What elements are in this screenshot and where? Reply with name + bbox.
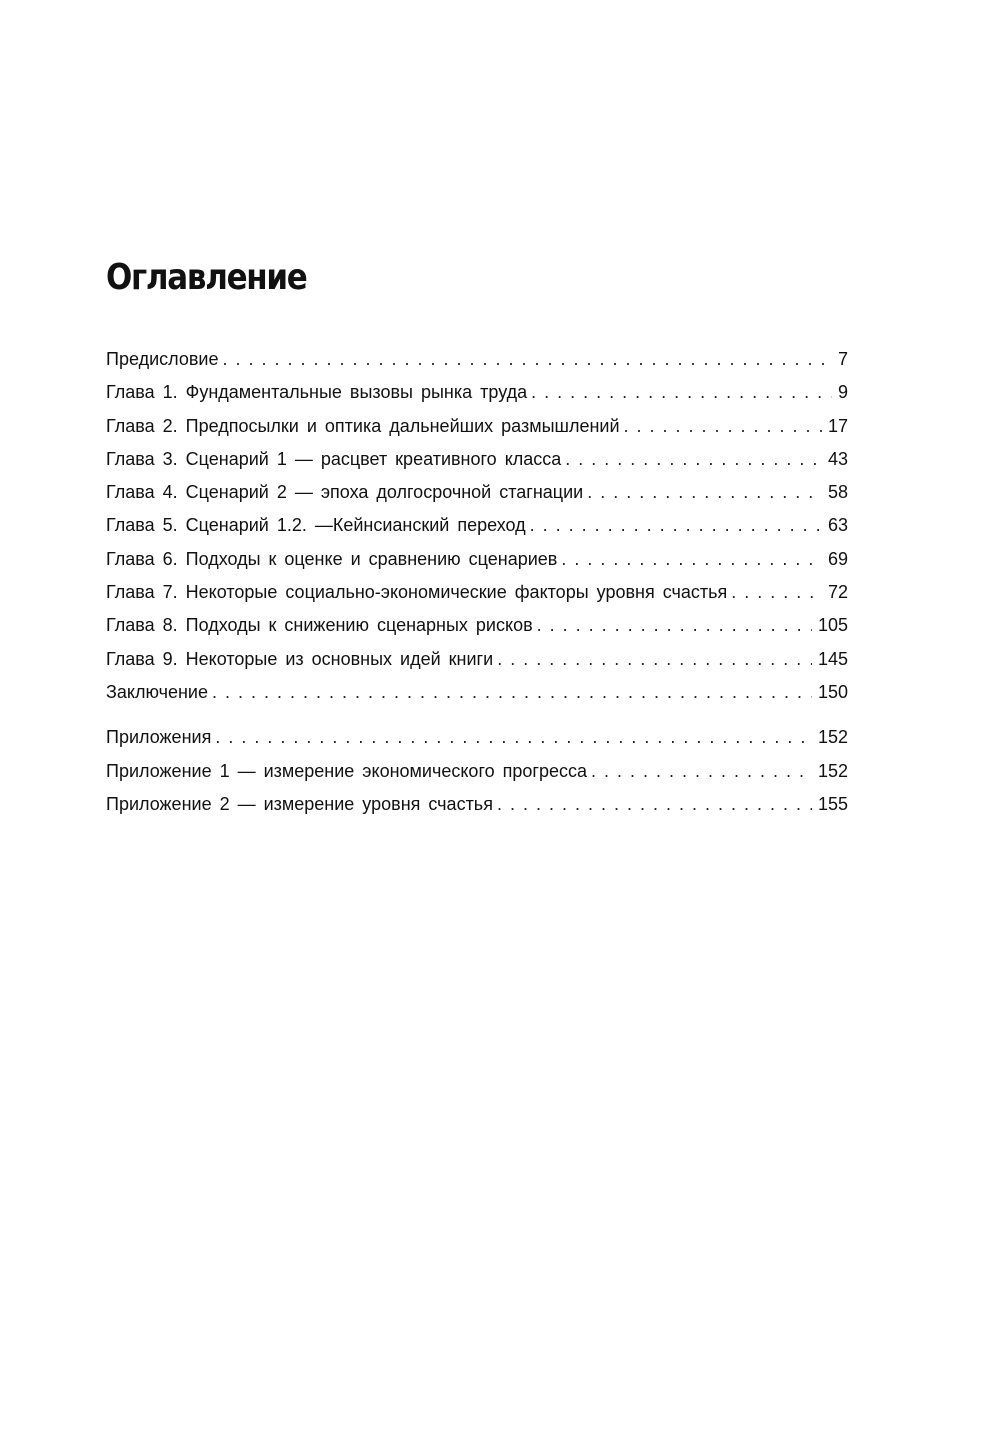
toc-entry-page: 7 bbox=[837, 349, 848, 369]
dot-leader bbox=[530, 509, 822, 542]
toc-entry-title: Приложение 1 — измерение экономического прогресса bbox=[106, 760, 587, 781]
dot-leader bbox=[587, 476, 822, 509]
page-title: Оглавление bbox=[106, 257, 307, 298]
toc-main-section bbox=[106, 343, 848, 709]
toc-entry-appendix-2[interactable] bbox=[106, 788, 848, 821]
dot-leader bbox=[561, 543, 822, 576]
dot-leader bbox=[222, 343, 832, 376]
toc-entry-title: Глава 1. Фундаментальные вызовы рынка труда bbox=[106, 382, 528, 403]
toc-entry-page: 152 bbox=[817, 727, 848, 748]
dot-leader bbox=[215, 721, 812, 754]
toc-entry-appendices[interactable] bbox=[106, 721, 848, 754]
toc-entry-title: Глава 9. Некоторые из основных идей книги bbox=[106, 648, 494, 669]
toc-appendix-section bbox=[106, 721, 848, 821]
toc-entry-appendix-1[interactable] bbox=[106, 755, 848, 788]
table-of-contents bbox=[106, 343, 848, 821]
toc-entry-title: Приложения bbox=[106, 727, 212, 748]
toc-entry-title: Предисловие bbox=[106, 349, 219, 369]
toc-entry-page: 152 bbox=[817, 760, 848, 781]
dot-leader bbox=[537, 609, 812, 642]
toc-entry-conclusion[interactable] bbox=[106, 676, 848, 709]
dot-leader bbox=[212, 676, 812, 709]
dot-leader bbox=[497, 643, 812, 676]
dot-leader bbox=[565, 443, 822, 476]
dot-leader bbox=[731, 576, 822, 609]
toc-entry-chapter-2[interactable] bbox=[106, 410, 848, 443]
toc-entry-chapter-9[interactable] bbox=[106, 643, 848, 676]
toc-entry-preface[interactable] bbox=[106, 343, 848, 376]
toc-entry-page: 9 bbox=[837, 382, 848, 403]
toc-entry-title: Заключение bbox=[106, 681, 208, 702]
toc-entry-title: Глава 5. Сценарий 1.2. —Кейнсианский переход bbox=[106, 515, 526, 536]
toc-entry-chapter-7[interactable] bbox=[106, 576, 848, 609]
toc-entry-page: 150 bbox=[817, 681, 848, 702]
toc-entry-title: Глава 3. Сценарий 1 — расцвет креативного класса bbox=[106, 448, 562, 469]
toc-entry-title: Глава 7. Некоторые социально-экономические факторы уровня счастья bbox=[106, 582, 728, 603]
dot-leader bbox=[531, 376, 832, 409]
toc-entry-chapter-1[interactable] bbox=[106, 376, 848, 409]
toc-entry-page: 43 bbox=[827, 448, 848, 469]
toc-entry-chapter-4[interactable] bbox=[106, 476, 848, 509]
toc-entry-chapter-6[interactable] bbox=[106, 543, 848, 576]
dot-leader bbox=[591, 755, 812, 788]
toc-entry-page: 72 bbox=[827, 582, 848, 603]
toc-entry-page: 17 bbox=[827, 415, 848, 436]
dot-leader bbox=[497, 788, 812, 821]
dot-leader bbox=[624, 410, 822, 443]
toc-entry-page: 58 bbox=[827, 482, 848, 503]
toc-entry-page: 105 bbox=[817, 615, 848, 636]
toc-entry-title: Глава 6. Подходы к оценке и сравнению сценариев bbox=[106, 548, 558, 569]
toc-entry-chapter-5[interactable] bbox=[106, 509, 848, 542]
toc-entry-page: 155 bbox=[817, 793, 848, 814]
toc-entry-page: 63 bbox=[827, 515, 848, 536]
toc-entry-page: 69 bbox=[827, 548, 848, 569]
toc-entry-chapter-8[interactable] bbox=[106, 609, 848, 642]
toc-entry-title: Глава 8. Подходы к снижению сценарных рисков bbox=[106, 615, 533, 636]
toc-entry-title: Глава 4. Сценарий 2 — эпоха долгосрочной стагнации bbox=[106, 482, 584, 503]
toc-entry-page: 145 bbox=[817, 648, 848, 669]
toc-entry-chapter-3[interactable] bbox=[106, 443, 848, 476]
toc-entry-title: Приложение 2 — измерение уровня счастья bbox=[106, 793, 493, 814]
toc-entry-title: Глава 2. Предпосылки и оптика дальнейших размышлений bbox=[106, 415, 620, 436]
